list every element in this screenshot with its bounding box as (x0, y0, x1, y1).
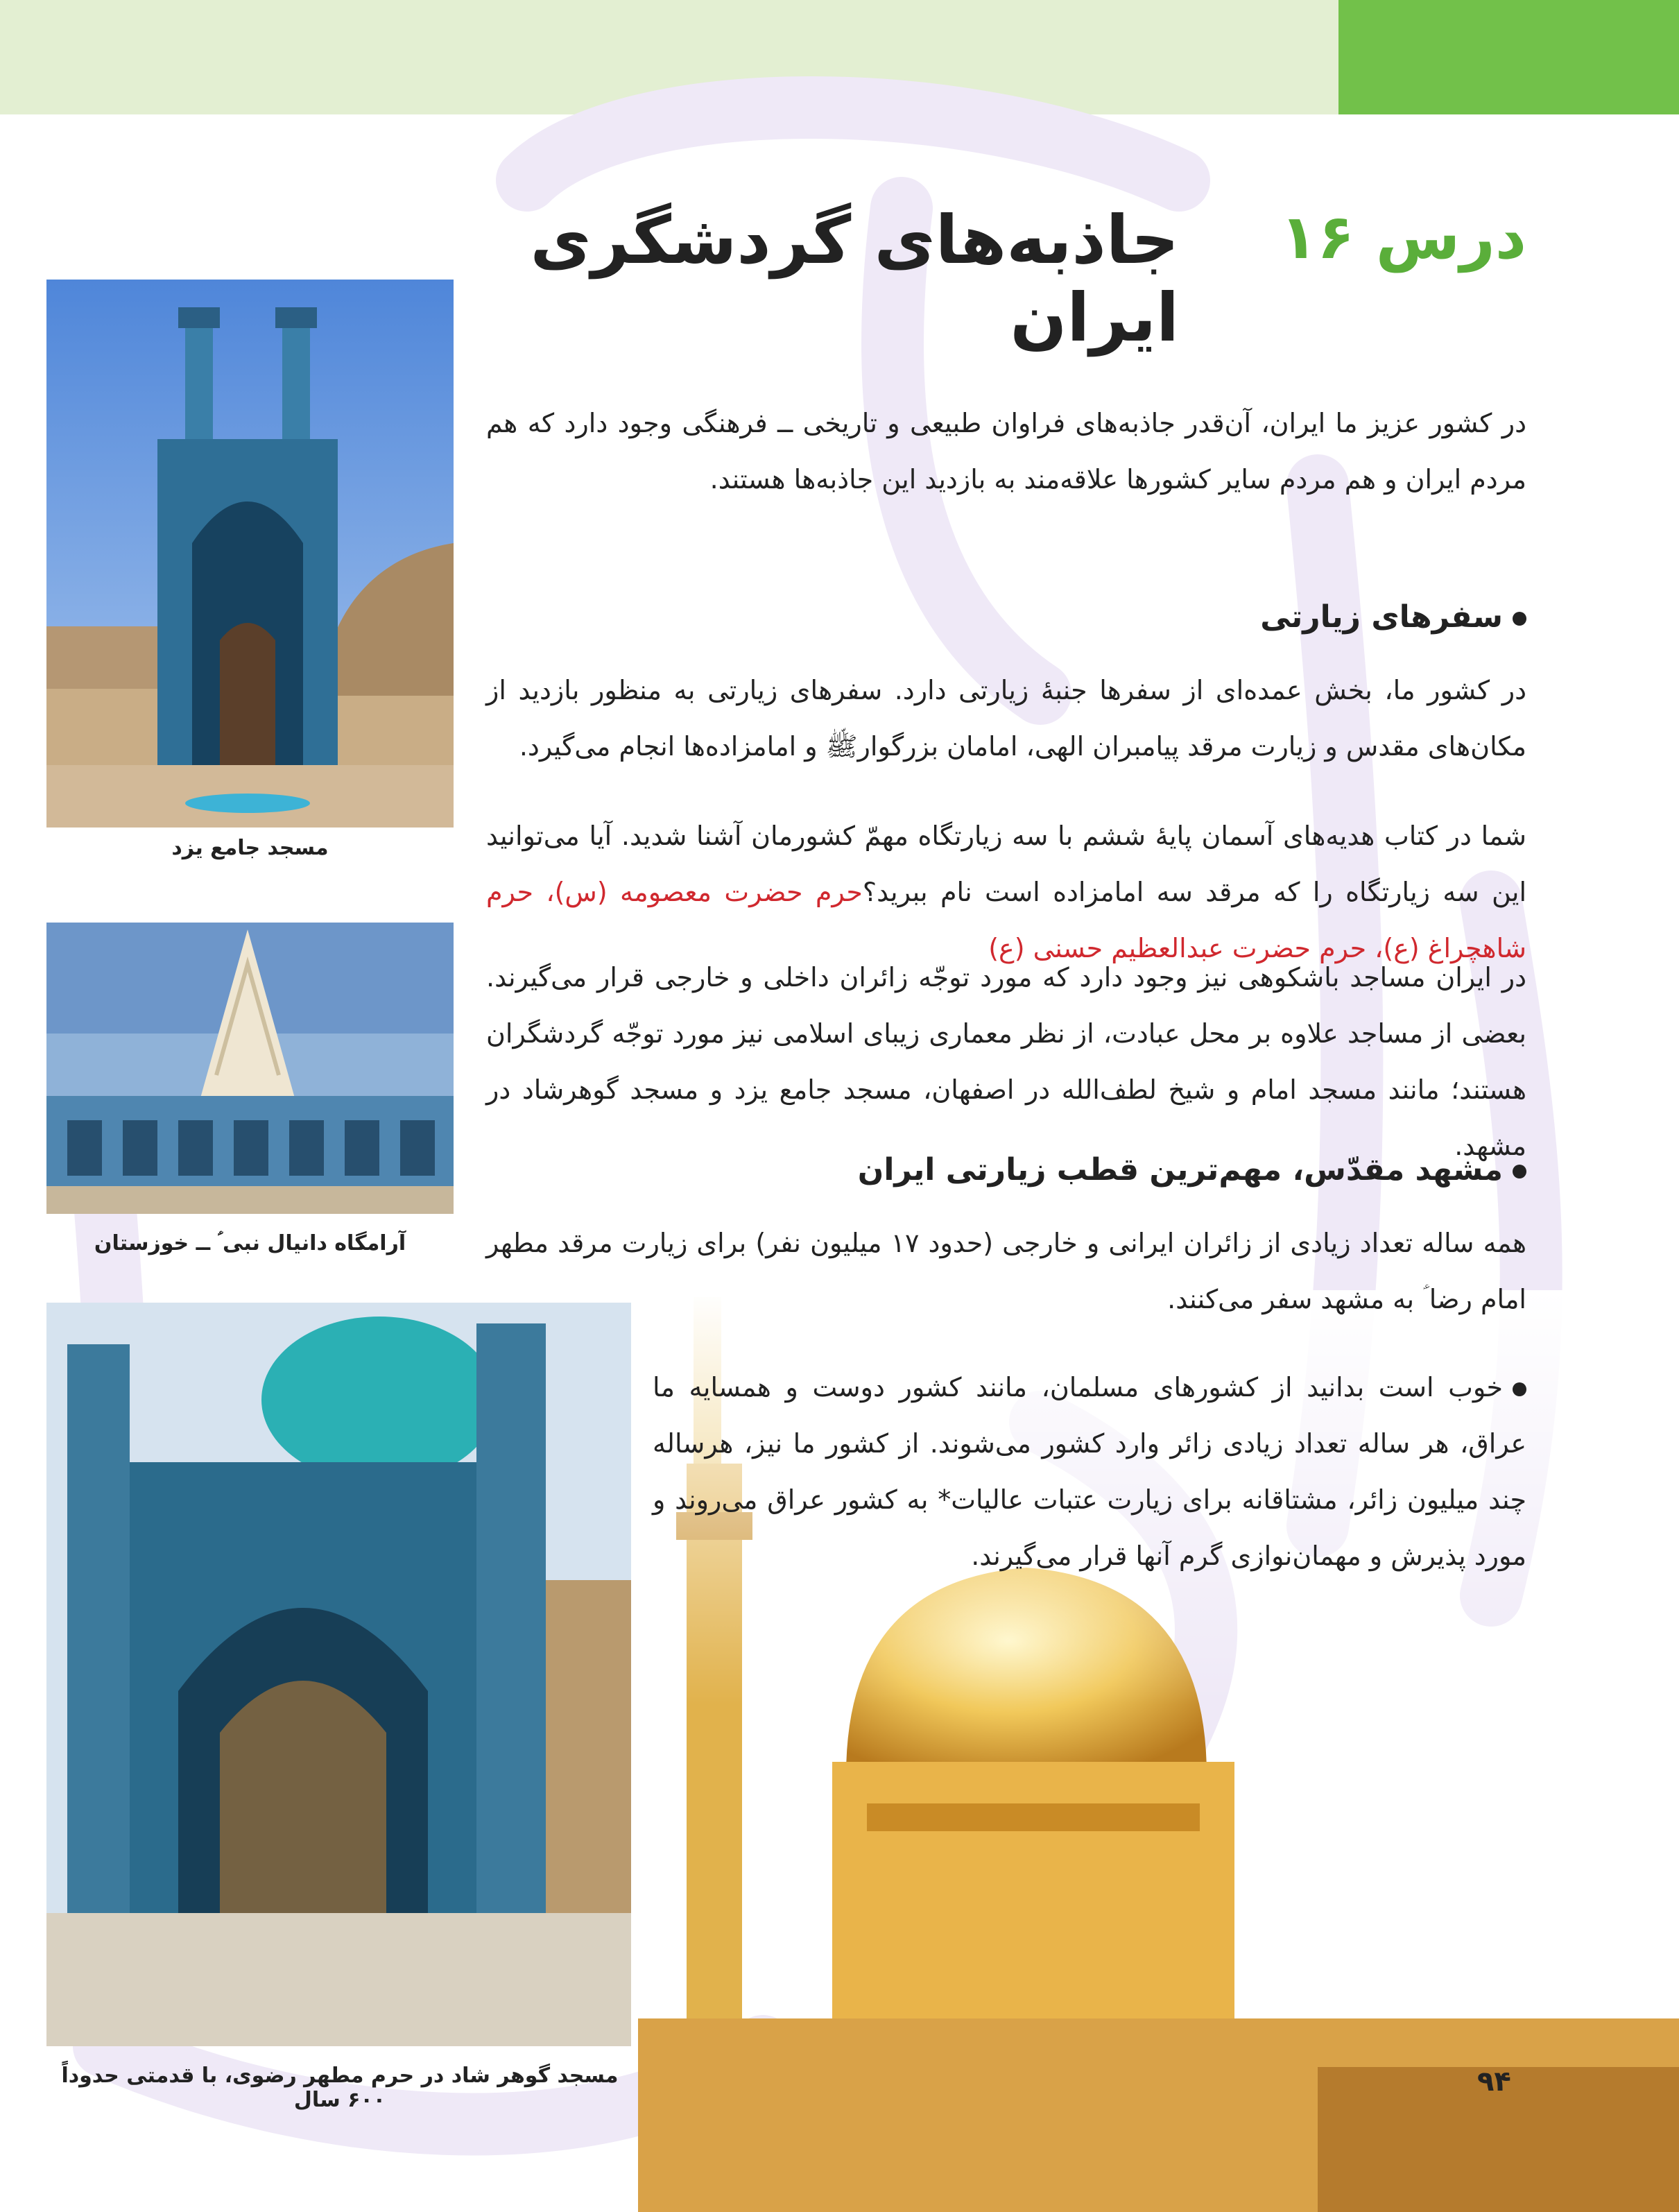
yazd-mosque-caption: مسجد جامع یزد (171, 836, 329, 860)
goharshad-mosque-caption: مسجد گوهر شاد در حرم مطهر رضوی، با قدمتی حدوداً ۶۰۰ سال (61, 2064, 619, 2112)
intro-paragraph: در کشور عزیز ما ایران، آن‌قدر جاذبه‌های فراوان طبیعی و تاریخی ــ فرهنگی وجود دارد که هم مردم ایران و هم مردم سایر کشورها علاقه‌مند به بازدید این جاذبه‌ها هستند. (486, 408, 1526, 495)
page-number: ۹۴ (1477, 2066, 1511, 2098)
pilgrimage-question: شما در کتاب هدیه‌های آسمان پایهٔ ششم با سه زیارتگاه مهمّ کشورمان آشنا شدید. آیا می‌توانید این سه زیارتگاه را که مرقد سه امامزاده است نام ببرید؟ (486, 821, 1526, 907)
bullet-icon (1513, 1165, 1526, 1178)
pilgrimage-heading-text: سفرهای زیارتی (1260, 599, 1503, 635)
header-accent-block (1338, 0, 1679, 114)
header-band (0, 0, 1338, 114)
goharshad-mosque-photo (46, 1303, 631, 2046)
mashhad-heading (858, 1152, 1526, 1188)
bullet-icon (1513, 1382, 1526, 1396)
lesson-number: درس ۱۶ (1280, 201, 1526, 273)
iraq-paragraph (653, 1360, 1526, 1584)
yazd-mosque-photo (46, 280, 454, 828)
daniel-tomb-photo (46, 923, 454, 1214)
mosques-paragraph: در ایران مساجد باشکوهی نیز وجود دارد که مورد توجّه زائران داخلی و خارجی قرار می‌گیرند. بعضی از مساجد علاوه بر محل عبادت، از نظر معماری زیبای اسلامی نیز مورد توجّه گردشگران هستند؛ مانند مسجد امام و شیخ لطف‌الله در اصفهان، مسجد جامع یزد و مسجد گوهرشاد در مشهد. (486, 962, 1526, 1161)
iraq-paragraph-text: خوب است بدانید از کشورهای مسلمان، مانند کشور دوست و همسایه ما عراق، هر ساله تعداد زیادی زائر وارد کشور می‌شوند. از کشور ما نیز، هرساله چند میلیون زائر، مشتاقانه برای زیارت عتبات عالیات* به کشور عراق می‌روند و مورد پذیرش و مهمان‌نوازی گرم آنها قرار می‌گیرند. (653, 1372, 1526, 1571)
pilgrimage-answer: حرم حضرت معصومه (س)، حرم شاهچراغ (ع)، حرم حضرت عبدالعظیم حسنی (ع) (486, 877, 1526, 963)
bullet-icon (1513, 612, 1526, 626)
lesson-title: جاذبه‌های گردشگری ایران (530, 201, 1179, 357)
daniel-tomb-caption: آرامگاه دانیال نبی ؑ ــ خوزستان (94, 1231, 406, 1255)
pilgrimage-paragraph-1: در کشور ما، بخش عمده‌ای از سفرها جنبهٔ زیارتی دارد. سفرهای زیارتی به منظور بازدید از مکان‌های مقدس و زیارت مرقد پیامبران الهی، امامان بزرگوار‌ﷺ و امامزاده‌ها انجام می‌گیرد. (486, 675, 1526, 762)
pilgrimage-heading (1260, 599, 1526, 635)
mashhad-paragraph: همه ساله تعداد زیادی از زائران ایرانی و خارجی (حدود ۱۷ میلیون نفر) برای زیارت مرقد مطهر امام رضا ؑ به مشهد سفر می‌کنند. (486, 1228, 1526, 1314)
mashhad-heading-text: مشهد مقدّس، مهم‌ترین قطب زیارتی ایران (857, 1152, 1503, 1188)
